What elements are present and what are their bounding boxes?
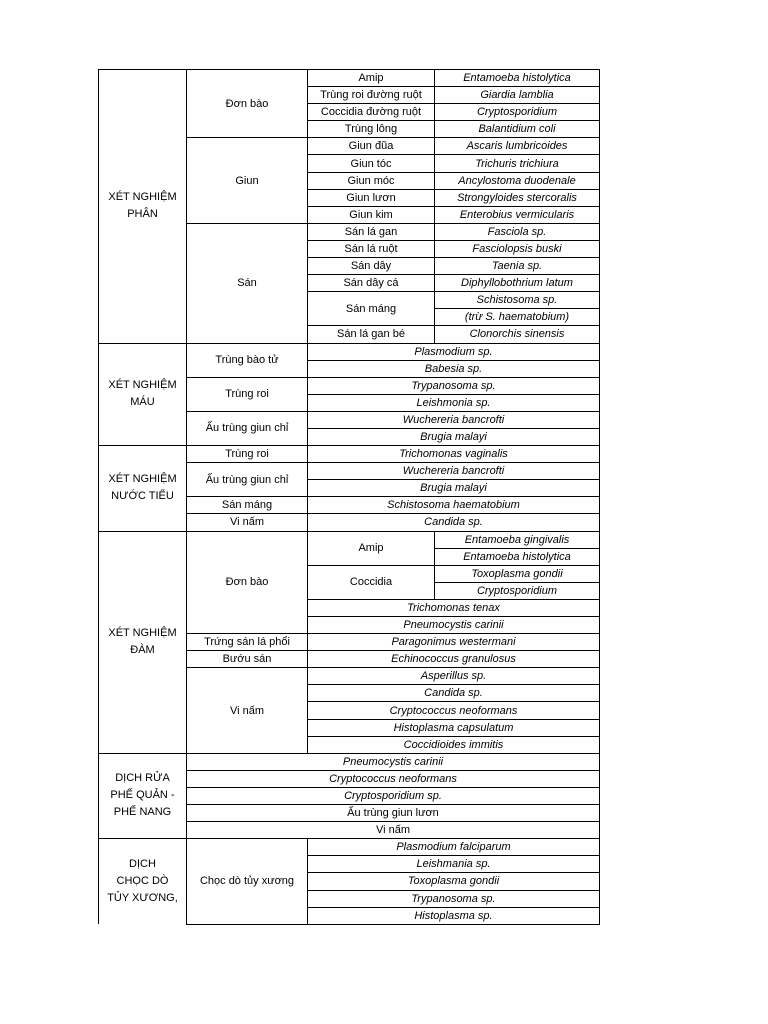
species-name: Diphyllobothrium latum — [435, 275, 600, 292]
species-name: Brugia malayi — [308, 428, 600, 445]
species-name: Pneumocystis carinii — [187, 753, 600, 770]
species-name: Clonorchis sinensis — [435, 326, 600, 343]
category-bronchoalveolar-lavage: DỊCH RỬA PHẾ QUẢN - PHẾ NANG — [99, 753, 187, 838]
group-label: Trùng roi — [187, 446, 308, 463]
group-san: Sán — [187, 223, 308, 343]
species-name: Leishmania sp. — [308, 856, 600, 873]
species-note: (trừ S. haematobium) — [435, 309, 600, 326]
species-name: Entamoeba gingivalis — [435, 531, 600, 548]
category-blood: XÉT NGHIỆM MÁU — [99, 343, 187, 446]
item-label: Vi nấm — [187, 822, 600, 839]
organism-type: Sán lá gan — [308, 223, 435, 240]
species-name: Trichuris trichiura — [435, 155, 600, 172]
species-name: Cryptosporidium — [435, 582, 600, 599]
group-label: Ấu trùng giun chỉ — [187, 411, 308, 445]
species-name: Candida sp. — [308, 685, 600, 702]
species-name: Giardia lamblia — [435, 87, 600, 104]
group-label: Ấu trùng giun chỉ — [187, 463, 308, 497]
species-name: Ascaris lumbricoides — [435, 138, 600, 155]
species-name: Toxoplasma gondii — [435, 565, 600, 582]
organism-type: Amip — [308, 531, 435, 565]
species-name: Histoplasma sp. — [308, 907, 600, 924]
category-urine: XÉT NGHIỆM NƯỚC TIỂU — [99, 446, 187, 531]
group-giun: Giun — [187, 138, 308, 223]
species-name: Schistosoma sp. — [435, 292, 600, 309]
organism-type: Amip — [308, 70, 435, 87]
species-name: Cryptococcus neoformans — [308, 702, 600, 719]
species-name: Paragonimus westermani — [308, 634, 600, 651]
species-name: Trichomonas tenax — [308, 599, 600, 616]
species-name: Trypanosoma sp. — [308, 890, 600, 907]
organism-type: Sán máng — [308, 292, 435, 326]
species-name: Babesia sp. — [308, 360, 600, 377]
species-name: Leishmonia sp. — [308, 394, 600, 411]
species-name: Taenia sp. — [435, 258, 600, 275]
species-name: Entamoeba histolytica — [435, 70, 600, 87]
species-name: Toxoplasma gondii — [308, 873, 600, 890]
group-don-bao: Đơn bào — [187, 70, 308, 138]
category-sputum: XÉT NGHIỆM ĐÀM — [99, 531, 187, 753]
species-name: Strongyloides stercoralis — [435, 189, 600, 206]
organism-type: Trùng roi đường ruột — [308, 87, 435, 104]
group-vi-nam: Vi nấm — [187, 668, 308, 753]
species-name: Wuchereria bancrofti — [308, 411, 600, 428]
category-feces: XÉT NGHIỆM PHÂN — [99, 70, 187, 344]
species-name: Balantidium coli — [435, 121, 600, 138]
species-name: Fasciola sp. — [435, 223, 600, 240]
species-name: Trichomonas vaginalis — [308, 446, 600, 463]
species-name: Echinococcus granulosus — [308, 651, 600, 668]
group-label: Sán máng — [187, 497, 308, 514]
group-label: Trùng roi — [187, 377, 308, 411]
organism-type: Giun móc — [308, 172, 435, 189]
organism-type: Sán dây — [308, 258, 435, 275]
group-label: Vi nấm — [187, 514, 308, 531]
species-name: Plasmodium falciparum — [308, 839, 600, 856]
organism-type: Sán lá ruột — [308, 240, 435, 257]
species-name: Histoplasma capsulatum — [308, 719, 600, 736]
species-name: Entamoeba histolytica — [435, 548, 600, 565]
species-name: Candida sp. — [308, 514, 600, 531]
item-label: Ấu trùng giun lươn — [187, 805, 600, 822]
species-name: Asperillus sp. — [308, 668, 600, 685]
species-name: Wuchereria bancrofti — [308, 463, 600, 480]
species-name: Fasciolopsis buski — [435, 240, 600, 257]
parasite-specimen-table — [98, 69, 600, 925]
species-name: Cryptosporidium — [435, 104, 600, 121]
organism-type: Trùng lông — [308, 121, 435, 138]
group-label: Trùng bào tử — [187, 343, 308, 377]
species-name: Schistosoma haematobium — [308, 497, 600, 514]
organism-type: Giun tóc — [308, 155, 435, 172]
species-name: Coccidioides immitis — [308, 736, 600, 753]
organism-type: Giun lươn — [308, 189, 435, 206]
group-label: Chọc dò tủy xương — [187, 839, 308, 924]
organism-type: Giun kim — [308, 206, 435, 223]
species-name: Cryptosporidium sp. — [187, 787, 600, 804]
species-name: Brugia malayi — [308, 480, 600, 497]
species-name: Plasmodium sp. — [308, 343, 600, 360]
group-label: Trứng sán lá phổi — [187, 634, 308, 651]
species-name: Ancylostoma duodenale — [435, 172, 600, 189]
organism-type: Coccidia — [308, 565, 435, 599]
group-label: Bướu sán — [187, 651, 308, 668]
species-name: Trypanosoma sp. — [308, 377, 600, 394]
species-name: Cryptococcus neoformans — [187, 770, 600, 787]
category-bone-marrow: DỊCH CHỌC DÒ TỦY XƯƠNG, — [99, 839, 187, 924]
organism-type: Sán lá gan bé — [308, 326, 435, 343]
organism-type: Giun đũa — [308, 138, 435, 155]
organism-type: Coccidia đường ruột — [308, 104, 435, 121]
organism-type: Sán dây cá — [308, 275, 435, 292]
species-name: Enterobius vermicularis — [435, 206, 600, 223]
species-name: Pneumocystis carinii — [308, 617, 600, 634]
group-don-bao: Đơn bào — [187, 531, 308, 634]
